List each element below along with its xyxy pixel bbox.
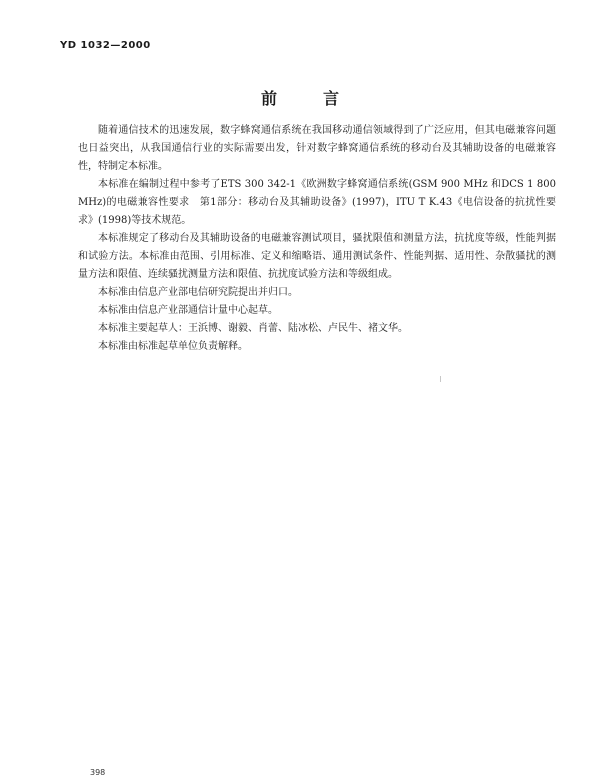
paragraph-drafting-unit: 本标准由信息产业部通信计量中心起草。 xyxy=(98,305,278,316)
standard-code: YD 1032—2000 xyxy=(60,40,151,51)
scan-mark xyxy=(440,376,441,382)
paragraph-drafters: 本标准主要起草人：王浜博、谢毅、肖蕾、陆冰松、卢民牛、褚文华。 xyxy=(98,323,408,334)
paragraph-references: 本标准在编制过程中参考了ETS 300 342-1《欧洲数字蜂窝通信系统(GSM 900 MHz 和DCS 1 800 MHz)的电磁兼容性要求 第1部分：移动台及其辅助设备》(1997)，ITU T K.43《电信设备的抗扰性要求》(1998)等技术规范。 xyxy=(78,179,556,226)
page-title: 前言 xyxy=(260,89,385,108)
paragraph-proposer: 本标准由信息产业部电信研究院提出并归口。 xyxy=(98,287,298,298)
page-number: 398 xyxy=(90,768,106,777)
paragraph-scope: 本标准规定了移动台及其辅助设备的电磁兼容测试项目，骚扰限值和测量方法，抗扰度等级，性能判据和试验方法。本标准由范围、引用标准、定义和缩略语、通用测试条件、性能判据、适用性、杂散骚扰的测量方法和限值、连续骚扰测量方法和限值、抗扰度试验方法和等级组成。 xyxy=(78,233,556,280)
foreword-body xyxy=(78,122,556,356)
paragraph-background: 随着通信技术的迅速发展，数字蜂窝通信系统在我国移动通信领域得到了广泛应用，但其电磁兼容问题也日益突出，从我国通信行业的实际需要出发，针对数字蜂窝通信系统的移动台及其辅助设备的电磁兼容性，特制定本标准。 xyxy=(78,125,556,172)
paragraph-interpretation: 本标准由标准起草单位负责解释。 xyxy=(98,341,248,352)
